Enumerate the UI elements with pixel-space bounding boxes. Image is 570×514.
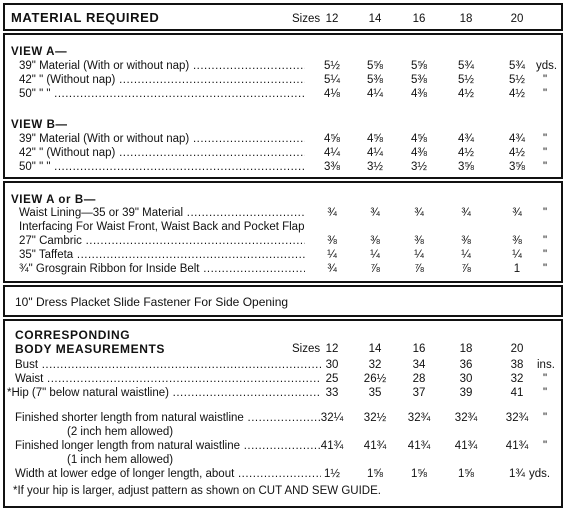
hip-row bbox=[3, 386, 563, 400]
value-12: ¾ bbox=[327, 263, 337, 275]
unit: " bbox=[543, 133, 548, 145]
sizes-label: Sizes bbox=[292, 13, 321, 25]
body-heading-1: CORRESPONDING bbox=[15, 328, 131, 342]
value-14: 4¼ bbox=[367, 88, 383, 100]
hem-note: (1 inch hem allowed) bbox=[67, 454, 174, 466]
value-18: 5¾ bbox=[458, 60, 474, 72]
size-12: 12 bbox=[325, 343, 339, 355]
longer-length-row bbox=[3, 439, 563, 453]
view-a-row-2 bbox=[3, 73, 563, 87]
value-14: 5⅜ bbox=[367, 74, 383, 86]
size-14: 14 bbox=[368, 13, 382, 25]
value-20: ¾ bbox=[512, 207, 522, 219]
waist-lining-row bbox=[3, 206, 563, 220]
row-label: 39" Material (With or without nap) ..... bbox=[19, 132, 305, 146]
value-18: ¾ bbox=[461, 207, 471, 219]
longer-hem-note bbox=[3, 453, 563, 467]
value-20: 4½ bbox=[509, 147, 525, 159]
value-14: 41¾ bbox=[363, 440, 387, 452]
value-20: 1 bbox=[513, 263, 521, 275]
value-16: 3½ bbox=[411, 161, 427, 173]
value-16: 1⅝ bbox=[411, 468, 427, 480]
unit: yds. bbox=[529, 468, 551, 480]
fastener-line bbox=[3, 295, 563, 309]
row-label: 42" " (Without nap) ..... bbox=[19, 73, 305, 87]
value-16: 4⅜ bbox=[411, 147, 427, 159]
value-18: 39 bbox=[459, 387, 473, 399]
size-20: 20 bbox=[510, 13, 524, 25]
size-20: 20 bbox=[510, 343, 524, 355]
value-16: 5⅜ bbox=[411, 74, 427, 86]
value-12: 1½ bbox=[324, 468, 340, 480]
value-14: 4⅝ bbox=[367, 133, 383, 145]
value-20: ⅜ bbox=[512, 235, 522, 247]
row-label: Bust ..... bbox=[15, 358, 321, 372]
value-14: 4¼ bbox=[367, 147, 383, 159]
row-label: 27" Cambric ..... bbox=[19, 234, 305, 248]
body-size-header-row bbox=[3, 342, 563, 356]
value-12: 25 bbox=[325, 373, 339, 385]
value-18: ⅜ bbox=[461, 235, 471, 247]
value-12: 4⅛ bbox=[324, 88, 340, 100]
row-label: Finished longer length from natural waistline ..... bbox=[15, 439, 321, 453]
value-20: 41¾ bbox=[505, 440, 529, 452]
value-16: ¼ bbox=[414, 249, 424, 261]
value-18: 30 bbox=[459, 373, 473, 385]
unit: " bbox=[543, 412, 548, 424]
taffeta-row bbox=[3, 248, 563, 262]
value-20: 38 bbox=[510, 359, 524, 371]
value-16: 37 bbox=[412, 387, 426, 399]
value-14: ¼ bbox=[370, 249, 380, 261]
value-20: 4½ bbox=[509, 88, 525, 100]
value-12: ⅜ bbox=[327, 235, 337, 247]
unit: " bbox=[543, 440, 548, 452]
row-label: 50" " " ..... bbox=[19, 87, 305, 101]
unit: " bbox=[543, 161, 548, 173]
value-12: 4⅝ bbox=[324, 133, 340, 145]
value-14: 3½ bbox=[367, 161, 383, 173]
view-b-row-3 bbox=[3, 160, 563, 174]
ribbon-row bbox=[3, 262, 563, 276]
value-18: 3⅝ bbox=[458, 161, 474, 173]
unit: " bbox=[543, 207, 548, 219]
value-14: ¾ bbox=[370, 207, 380, 219]
size-16: 16 bbox=[412, 13, 426, 25]
value-16: 28 bbox=[412, 373, 426, 385]
value-20: 4¾ bbox=[509, 133, 525, 145]
unit: yds. bbox=[536, 60, 558, 72]
row-label: Width at lower edge of longer length, about ..... bbox=[15, 467, 321, 481]
view-b-heading: VIEW B— bbox=[11, 119, 68, 131]
value-12: ¾ bbox=[327, 207, 337, 219]
value-12: 32¼ bbox=[320, 412, 344, 424]
value-20: 32 bbox=[510, 373, 524, 385]
value-18: ¼ bbox=[461, 249, 471, 261]
value-14: 26½ bbox=[363, 373, 387, 385]
value-16: 4⅝ bbox=[411, 133, 427, 145]
row-label: 39" Material (With or without nap) ..... bbox=[19, 59, 305, 73]
unit: " bbox=[543, 147, 548, 159]
value-12: ¼ bbox=[327, 249, 337, 261]
value-12: 3⅜ bbox=[324, 161, 340, 173]
value-18: 4½ bbox=[458, 88, 474, 100]
value-16: ⅞ bbox=[414, 263, 424, 275]
value-16: 41¾ bbox=[407, 440, 431, 452]
value-20: 5¾ bbox=[509, 60, 525, 72]
value-16: 4⅜ bbox=[411, 88, 427, 100]
view-a-heading: VIEW A— bbox=[11, 46, 68, 58]
size-18: 18 bbox=[459, 13, 473, 25]
value-20: 3⅝ bbox=[509, 161, 525, 173]
size-18: 18 bbox=[459, 343, 473, 355]
row-label: Waist Lining—35 or 39" Material ..... bbox=[19, 206, 305, 220]
pattern-table bbox=[3, 3, 563, 508]
value-16: ¾ bbox=[414, 207, 424, 219]
value-12: 30 bbox=[325, 359, 339, 371]
row-label: 42" " (Without nap) ..... bbox=[19, 146, 305, 160]
bust-row bbox=[3, 358, 563, 372]
view-a-row-3 bbox=[3, 87, 563, 101]
shorter-length-row bbox=[3, 411, 563, 425]
fastener-text: 10" Dress Placket Slide Fastener For Side Opening bbox=[15, 295, 289, 309]
value-18: 4½ bbox=[458, 147, 474, 159]
row-label: Interfacing For Waist Front, Waist Back and Pocket Flap bbox=[19, 221, 305, 233]
body-heading-2: BODY MEASUREMENTS bbox=[15, 342, 165, 356]
value-14: 5⅝ bbox=[367, 60, 383, 72]
row-label: Finished shorter length from natural waistline ..... bbox=[15, 411, 321, 425]
value-12: 5¼ bbox=[324, 74, 340, 86]
value-18: ⅞ bbox=[461, 263, 471, 275]
unit: " bbox=[543, 235, 548, 247]
value-20: 41 bbox=[510, 387, 524, 399]
sizes-label: Sizes bbox=[292, 343, 321, 355]
value-16: 32¾ bbox=[407, 412, 431, 424]
size-12: 12 bbox=[325, 13, 339, 25]
value-18: 5½ bbox=[458, 74, 474, 86]
row-label: ¾" Grosgrain Ribbon for Inside Belt ..... bbox=[19, 262, 305, 276]
row-label: Waist ..... bbox=[15, 372, 321, 386]
unit: " bbox=[543, 263, 548, 275]
value-14: ⅞ bbox=[370, 263, 380, 275]
value-12: 41¾ bbox=[320, 440, 344, 452]
unit: " bbox=[543, 74, 548, 86]
value-18: 41¾ bbox=[454, 440, 478, 452]
value-12: 4¼ bbox=[324, 147, 340, 159]
row-label: *Hip (7" below natural waistline) ..... bbox=[7, 386, 321, 400]
unit: " bbox=[543, 249, 548, 261]
value-12: 5½ bbox=[324, 60, 340, 72]
hem-note: (2 inch hem allowed) bbox=[67, 426, 174, 438]
value-16: 34 bbox=[412, 359, 426, 371]
material-required-title: MATERIAL REQUIRED bbox=[11, 10, 160, 25]
value-18: 32¾ bbox=[454, 412, 478, 424]
value-14: 1⅝ bbox=[367, 468, 383, 480]
view-ab-heading: VIEW A or B— bbox=[11, 194, 96, 206]
view-b-row-1 bbox=[3, 132, 563, 146]
hip-footnote bbox=[3, 484, 563, 498]
value-12: 33 bbox=[325, 387, 339, 399]
value-18: 36 bbox=[459, 359, 473, 371]
interfacing-note bbox=[3, 220, 563, 234]
value-18: 4¾ bbox=[458, 133, 474, 145]
unit: " bbox=[543, 387, 548, 399]
value-18: 1⅝ bbox=[458, 468, 474, 480]
value-20: 5½ bbox=[509, 74, 525, 86]
value-14: ⅜ bbox=[370, 235, 380, 247]
cambric-row bbox=[3, 234, 563, 248]
size-header-row bbox=[3, 12, 563, 26]
view-a-row-1 bbox=[3, 59, 563, 73]
size-14: 14 bbox=[368, 343, 382, 355]
unit: " bbox=[543, 373, 548, 385]
footnote-text: *If your hip is larger, adjust pattern as shown on CUT AND SEW GUIDE. bbox=[13, 485, 381, 497]
value-14: 32½ bbox=[363, 412, 387, 424]
value-20: ¼ bbox=[512, 249, 522, 261]
unit: ins. bbox=[537, 359, 555, 371]
row-label: 35" Taffeta ..... bbox=[19, 248, 305, 262]
unit: " bbox=[543, 88, 548, 100]
value-14: 32 bbox=[368, 359, 382, 371]
size-16: 16 bbox=[412, 343, 426, 355]
value-20: 1¾ bbox=[509, 468, 525, 480]
width-row bbox=[3, 467, 563, 481]
value-16: ⅜ bbox=[414, 235, 424, 247]
waist-row bbox=[3, 372, 563, 386]
shorter-hem-note bbox=[3, 425, 563, 439]
value-20: 32¾ bbox=[505, 412, 529, 424]
value-14: 35 bbox=[368, 387, 382, 399]
value-16: 5⅝ bbox=[411, 60, 427, 72]
view-b-row-2 bbox=[3, 146, 563, 160]
row-label: 50" " " ..... bbox=[19, 160, 305, 174]
